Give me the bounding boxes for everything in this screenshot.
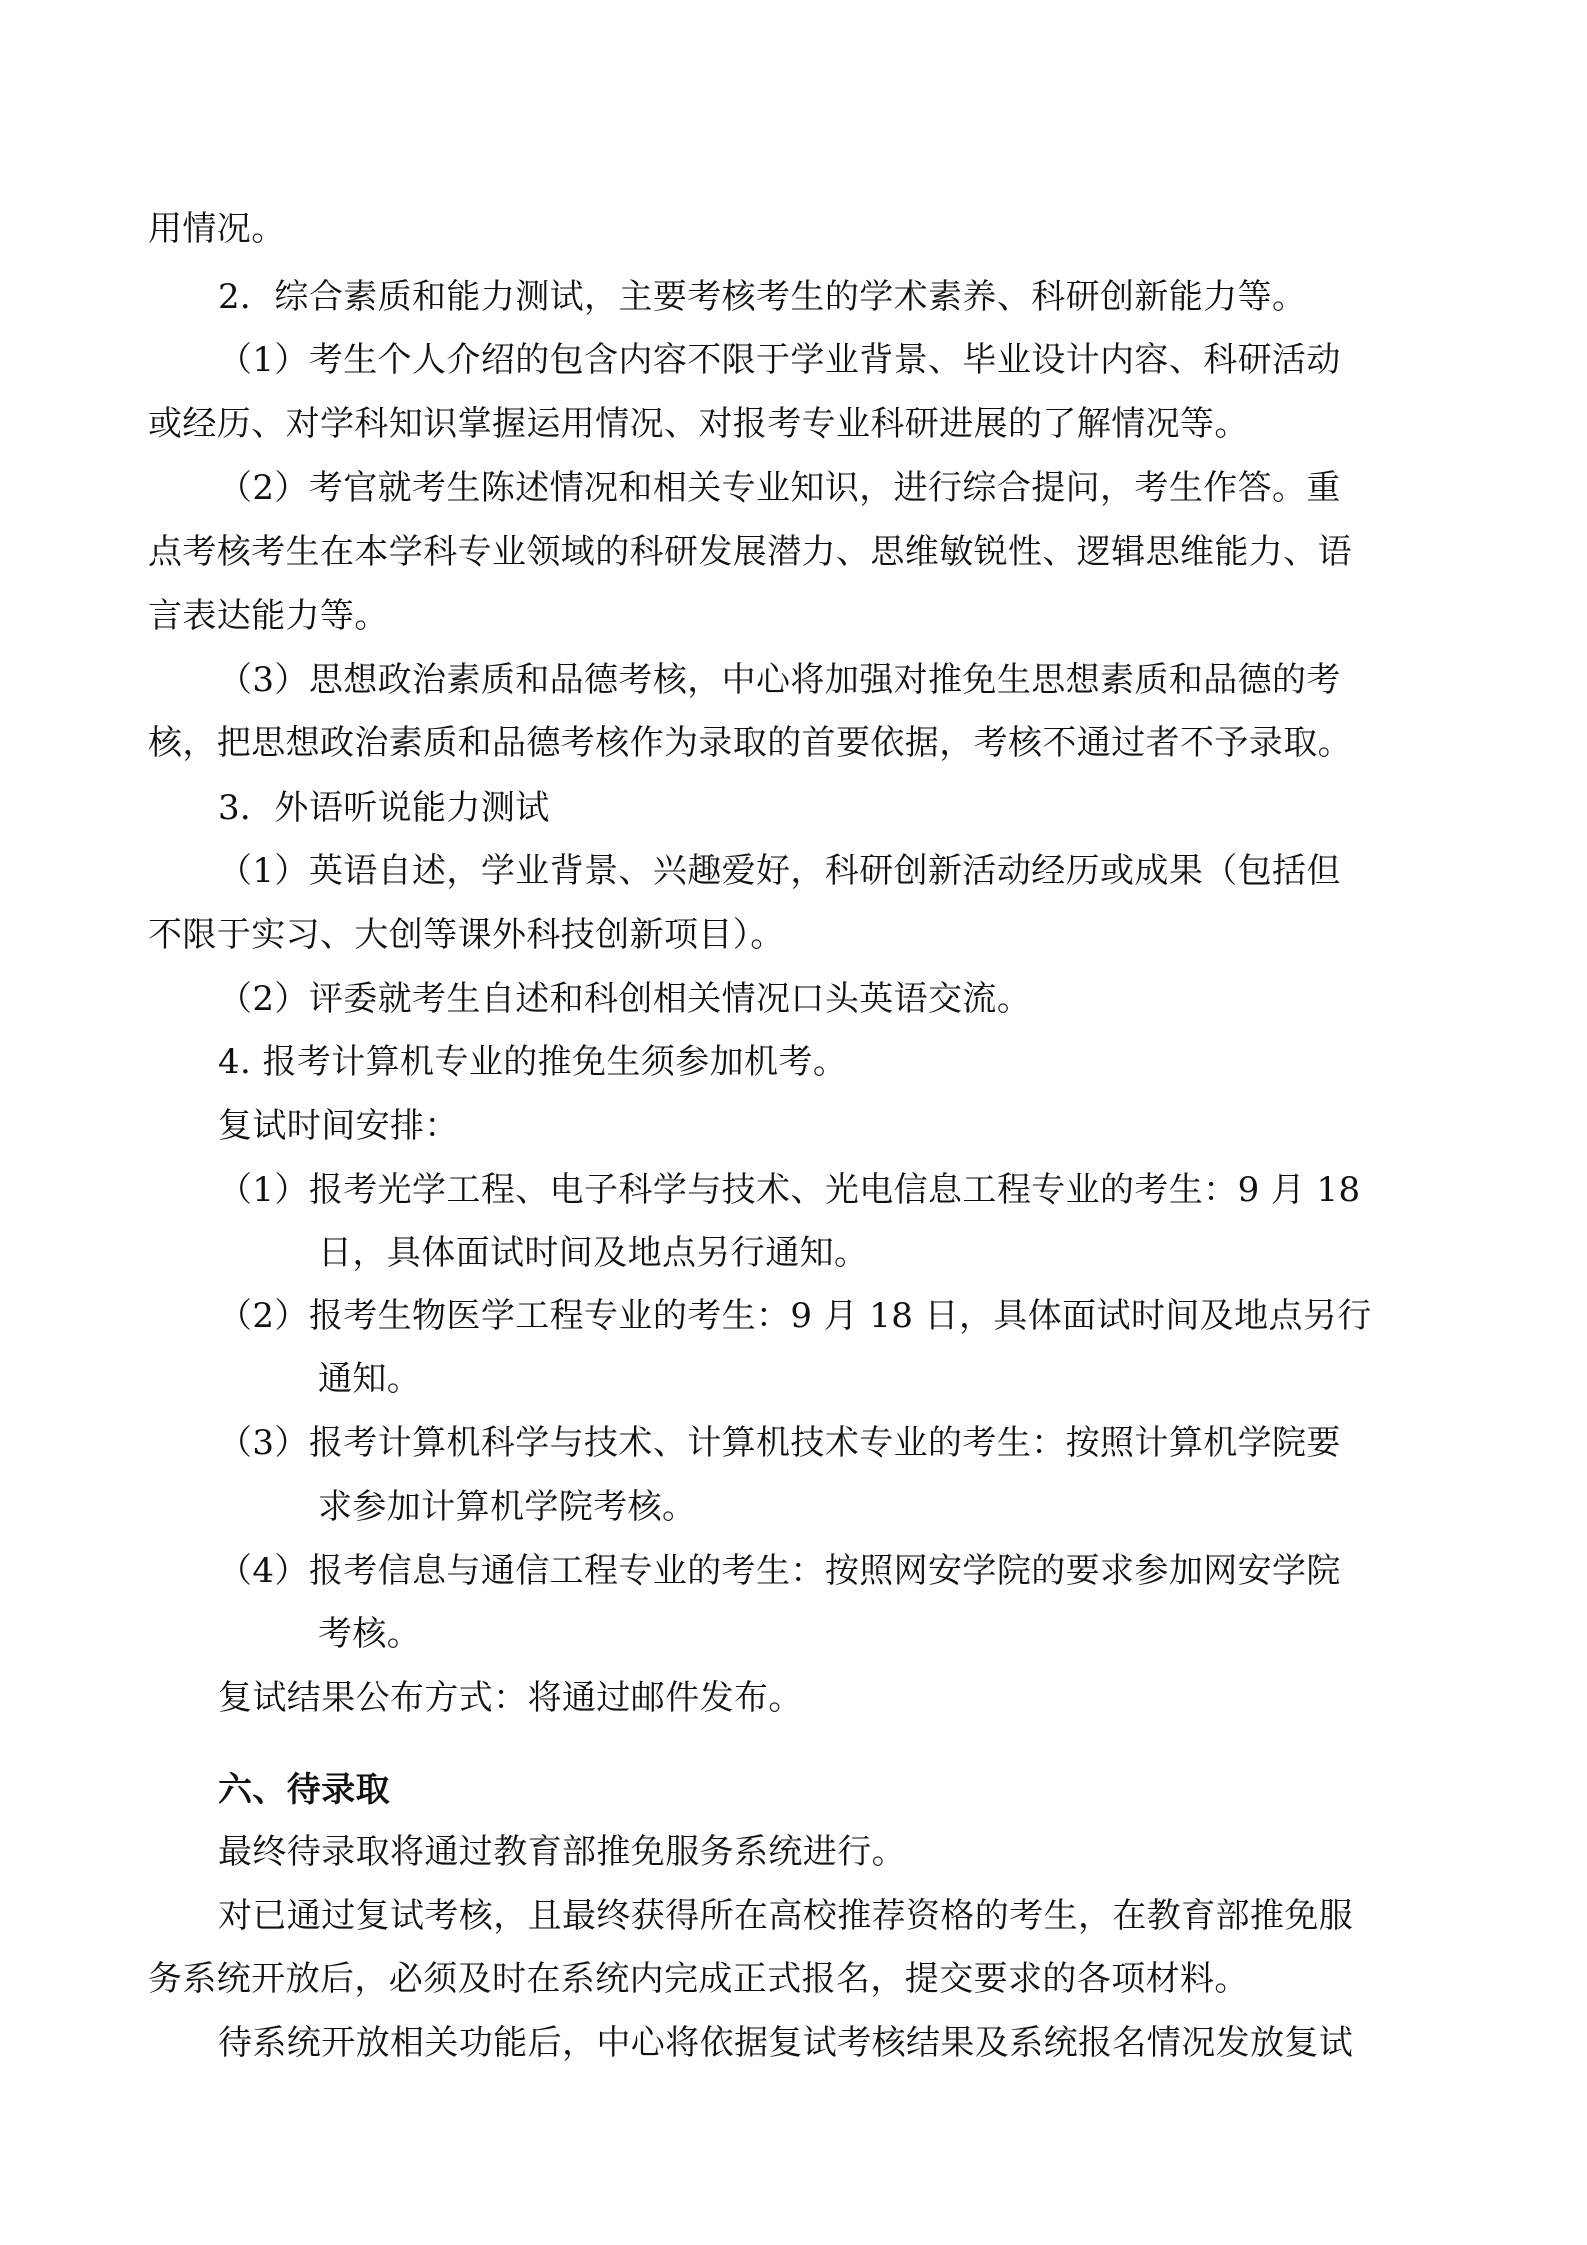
text-line-15: 复试时间安排： [218, 1106, 459, 1146]
text-line-12: 不限于实习、大创等课外科技创新项目）。 [148, 915, 785, 955]
text-line-16: （1）报考光学工程、电子科学与技术、光电信息工程专业的考生：9 月 18 [218, 1170, 1361, 1210]
text-line-6: 点考核考生在本学科专业领域的科研发展潜力、思维敏锐性、逻辑思维能力、语 [148, 532, 1352, 572]
text-line-28: 务系统开放后，必须及时在系统内完成正式报名，提交要求的各项材料。 [148, 1959, 1249, 1999]
text-line-1: 用情况。 [148, 209, 286, 249]
text-line-20: （3）报考计算机科学与技术、计算机技术专业的考生：按照计算机学院要 [218, 1423, 1341, 1463]
text-line-23: 考核。 [318, 1614, 422, 1654]
text-line-27: 对已通过复试考核，且最终获得所在高校推荐资格的考生，在教育部推免服 [218, 1896, 1354, 1936]
text-line-2: 2．综合素质和能力测试，主要考核考生的学术素养、科研创新能力等。 [218, 277, 1307, 317]
text-line-5: （2）考官就考生陈述情况和相关专业知识，进行综合提问，考生作答。重 [218, 468, 1341, 508]
text-line-17: 日，具体面试时间及地点另行通知。 [318, 1233, 869, 1273]
text-line-29: 待系统开放相关功能后，中心将依据复试考核结果及系统报名情况发放复试 [218, 2023, 1354, 2063]
text-line-7: 言表达能力等。 [148, 596, 389, 636]
text-line-9: 核，把思想政治素质和品德考核作为录取的首要依据，考核不通过者不予录取。 [148, 723, 1352, 763]
text-line-22: （4）报考信息与通信工程专业的考生：按照网安学院的要求参加网安学院 [218, 1551, 1341, 1591]
text-line-10: 3．外语听说能力测试 [218, 788, 550, 828]
text-line-13: （2）评委就考生自述和科创相关情况口头英语交流。 [218, 979, 1032, 1019]
text-line-14: 4. 报考计算机专业的推免生须参加机考。 [218, 1042, 848, 1082]
text-line-24: 复试结果公布方式：将通过邮件发布。 [218, 1678, 803, 1718]
text-line-19: 通知。 [318, 1359, 422, 1399]
text-line-26: 最终待录取将通过教育部推免服务系统进行。 [218, 1832, 906, 1872]
text-line-18: （2）报考生物医学工程专业的考生：9 月 18 日，具体面试时间及地点另行 [218, 1296, 1372, 1336]
text-line-3: （1）考生个人介绍的包含内容不限于学业背景、毕业设计内容、科研活动 [218, 340, 1341, 380]
section-heading-six: 六、待录取 [218, 1770, 390, 1810]
text-line-21: 求参加计算机学院考核。 [318, 1487, 697, 1527]
text-line-8: （3）思想政治素质和品德考核，中心将加强对推免生思想素质和品德的考 [218, 660, 1341, 700]
text-line-4: 或经历、对学科知识掌握运用情况、对报考专业科研进展的了解情况等。 [148, 404, 1249, 444]
text-line-11: （1）英语自述，学业背景、兴趣爱好，科研创新活动经历或成果（包括但 [218, 851, 1341, 891]
